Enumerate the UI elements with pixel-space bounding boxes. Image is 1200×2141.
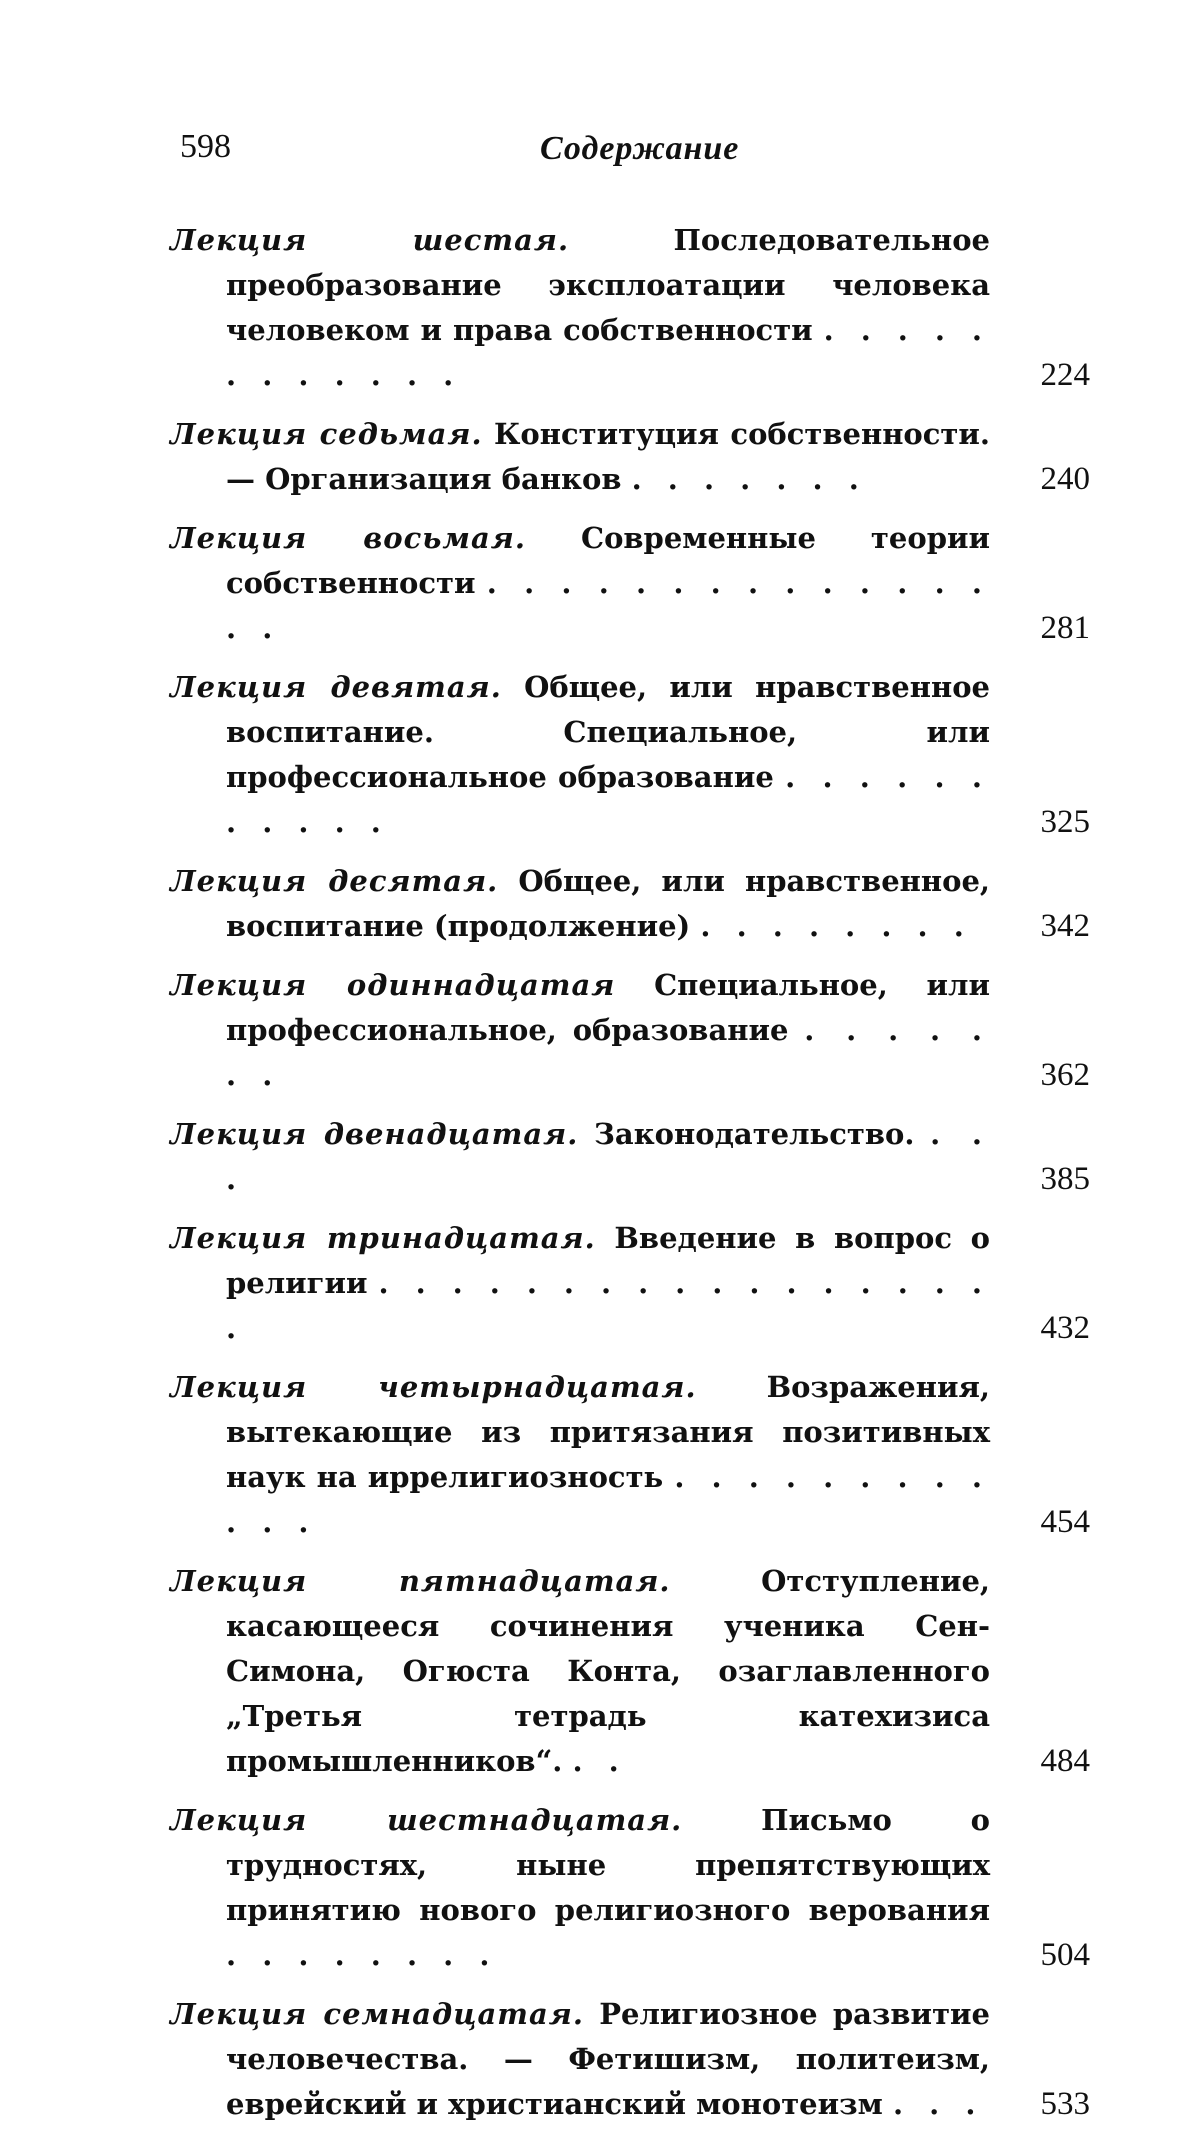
leader-dots: . . . . . . . . . . . [226,760,990,839]
lecture-label: Лекция тринадцатая. [170,1221,596,1255]
toc-page-number: 342 [1040,908,1090,944]
toc-entry [170,1365,1130,1545]
lecture-title: Религиозное развитие человечества. — Фетишизм, политеизм, еврейский и христианский монотеизм [226,1997,990,2121]
lecture-label: Лекция шестая. [170,223,570,257]
leader-dots: . . . . . . . [631,462,867,496]
toc-entry-text [170,1559,990,1784]
toc-page-number: 281 [1040,610,1090,646]
page-header [180,128,1120,178]
toc-entry [170,218,1130,398]
toc-entry-text [170,1216,990,1351]
toc-entry [170,1112,1130,1202]
lecture-title: Конституция собственности. — Организация банков [226,417,991,496]
toc-entry [170,665,1130,845]
leader-dots: . . . . . . . . . . . . . . . . . . [226,1266,990,1345]
lecture-label: Лекция двенадцатая. [170,1117,579,1151]
table-of-contents [170,218,1130,2141]
toc-entry-text [170,1365,990,1545]
lecture-label: Лекция пятнадцатая. [170,1564,671,1598]
toc-entry-text [170,665,990,845]
toc-page-number: 454 [1040,1504,1090,1540]
leader-dots: . . . . . . . . . . . . [226,1460,990,1539]
toc-entry-text [170,218,990,398]
toc-entry-text [170,1992,990,2127]
leader-dots: . . . . . . . . . . . . [226,313,990,392]
leader-dots: . . . [892,2087,984,2121]
toc-page-number: 504 [1040,1937,1090,1973]
lecture-title: Законодательство. [594,1117,915,1151]
toc-entry [170,516,1130,651]
lecture-title: Письмо о трудностях, ныне препятствующих принятию нового религиозного верования [226,1803,990,1927]
lecture-label: Лекция восьмая. [170,521,526,555]
toc-entry-text [170,963,990,1098]
lecture-label: Лекция четырнадцатая. [170,1370,697,1404]
toc-page-number: 240 [1040,461,1090,497]
toc-page-number: 224 [1040,357,1090,393]
leader-dots: . . . [226,1117,990,1196]
lecture-label: Лекция десятая. [170,864,499,898]
running-title: Содержание [540,130,740,167]
toc-entry [170,963,1130,1098]
lecture-label: Лекция седьмая. [170,417,483,451]
toc-entry-text [170,1798,990,1978]
page-number: 598 [180,128,231,165]
leader-dots: . . . . . . . . [226,1938,498,1972]
lecture-title: Возражения, вытекающие из притязания позитивных наук на иррелигиозность [226,1370,990,1494]
toc-entry-text [170,859,990,949]
toc-entry [170,412,1130,502]
lecture-title: Последовательное преобразование эксплоатации человека человеком и права собственности [226,223,990,347]
toc-entry [170,1798,1130,1978]
toc-entry-text [170,1112,990,1202]
leader-dots: . . . . . . . . . . . . . . . . [226,566,990,645]
lecture-label: Лекция семнадцатая. [170,1997,584,2031]
lecture-title: Современные теории собственности [226,521,990,600]
toc-page-number: 533 [1040,2086,1090,2122]
lecture-title: Отступление, касающееся сочинения ученика Сен-Симона, Огюста Конта, озаглавленного „Третья тетрадь катехизиса промышленников“. [226,1564,990,1778]
lecture-label: Лекция девятая. [170,670,502,704]
leader-dots: . . . . . . . [226,1013,990,1092]
leader-dots: . . . . . . . . [700,909,972,943]
toc-entry [170,1559,1130,1784]
toc-entry-text [170,516,990,651]
toc-entry-text [170,412,990,502]
lecture-title: Введение в вопрос о религии [226,1221,990,1300]
toc-page-number: 362 [1040,1057,1090,1093]
lecture-label: Лекция одиннадцатая [170,968,616,1002]
lecture-label: Лекция шестнадцатая. [170,1803,683,1837]
toc-page-number: 325 [1040,804,1090,840]
lecture-title: Общее, или нравственное воспитание. Специальное, или профессиональное образование [226,670,990,794]
toc-entry [170,1992,1130,2127]
toc-page-number: 432 [1040,1310,1090,1346]
toc-page-number: 385 [1040,1161,1090,1197]
lecture-title: Общее, или нравственное, воспитание (продолжение) [226,864,990,943]
toc-page-number: 484 [1040,1743,1090,1779]
toc-entry [170,859,1130,949]
leader-dots: . . [572,1744,627,1778]
toc-entry [170,1216,1130,1351]
lecture-title: Специальное, или профессиональное, образование [226,968,990,1047]
